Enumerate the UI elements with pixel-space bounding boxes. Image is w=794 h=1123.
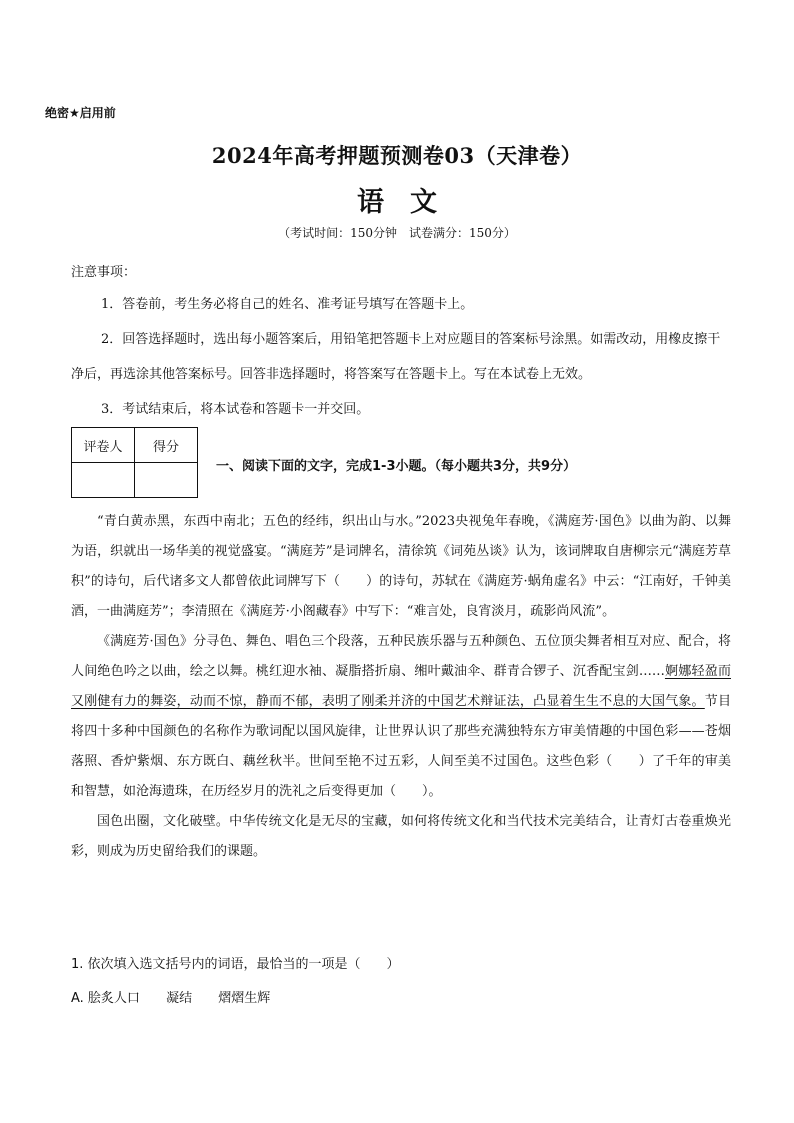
option-a-word: 凝结 — [166, 991, 193, 1006]
passage-paragraph — [71, 627, 731, 807]
note-item — [71, 322, 731, 392]
passage-text: 节目将四十多种中国颜色的名称作为歌词配以国风旋律，让世界认识了那些充满独特东方审美情趣的中国色彩——苍烟落照、香炉紫烟、东方既白、藕丝秋半。世间至艳不过五彩，人间至美不过国色。这些色彩（ ）了千年的审美和智慧，如沧海遗珠，在历经岁月的洗礼之后变得更加（ ）。 — [71, 694, 731, 799]
notes-heading: 注意事项： — [71, 265, 137, 280]
subject-title: 语文 — [357, 187, 463, 218]
score-cell — [135, 463, 198, 498]
note-item-text: 3．考试结束后，将本试卷和答题卡一并交回。 — [101, 402, 370, 417]
underlined-sentence: 婀娜轻盈而又刚健有力的舞姿，动而不惊，静而不郁，表明了刚柔并济的中国艺术辩证法，凸显着生生不息的大国气象。 — [71, 664, 731, 709]
question-stem: 1. 依次填入选文括号内的词语，最恰当的一项是（ ） — [71, 957, 400, 972]
exam-info: （考试时间：150分钟 试卷满分：150分） — [278, 226, 516, 240]
note-item — [71, 392, 731, 427]
score-table — [71, 427, 198, 498]
secret-label: 绝密★启用前 — [45, 106, 116, 120]
passage-paragraph: 国色出圈，文化破壁。中华传统文化是无尽的宝藏，如何将传统文化和当代技术完美结合，让青灯古卷重焕光彩，则成为历史留给我们的课题。 — [71, 814, 731, 859]
passage-text: 《满庭芳·国色》分寻色、舞色、唱色三个段落，五种民族乐器与五种颜色、五位顶尖舞者相互对应、配合，将人间绝色吟之以曲，绘之以舞。桃红迎水袖、凝脂搭折扇、缃叶戴油伞、群青合锣子、沉香配宝剑…… — [71, 634, 731, 679]
exam-title: 2024年高考押题预测卷03（天津卷） — [211, 143, 583, 168]
reading-passage — [71, 507, 731, 867]
section-title: 一、阅读下面的文字，完成1-3小题。（每小题共3分，共9分） — [216, 459, 577, 474]
grader-header: 评卷人 — [72, 428, 135, 463]
note-item — [71, 287, 731, 322]
note-item-text: 2．回答选择题时，选出每小题答案后，用铅笔把答题卡上对应题目的答案标号涂黑。如需改动，用橡皮擦干净后，再选涂其他答案标号。回答非选择题时，将答案写在答题卡上。写在本试卷上无效。 — [71, 332, 721, 382]
option-a-word: 熠熠生辉 — [218, 991, 271, 1006]
passage-paragraph: “青白黄赤黑，东西中南北；五色的经纬，织出山与水。”2023央视兔年春晚，《满庭芳·国色》以曲为韵、以舞为语，织就出一场华美的视觉盛宴。“满庭芳”是词牌名，清徐筑《词苑丛谈》认为，该词牌取自唐柳宗元“满庭芳草积”的诗句，后代诸多文人都曾依此词牌写下（ ）的诗句，苏轼在《满庭芳·蜗角虚名》中云：“江南好，千钟美酒，一曲满庭芳”；李清照在《满庭芳·小阁藏春》中写下：“难言处，良宵淡月，疏影尚风流”。 — [71, 514, 731, 619]
option-a-word: A. 脍炙人口 — [71, 991, 140, 1006]
grader-cell — [72, 463, 135, 498]
score-header: 得分 — [135, 428, 198, 463]
note-item-text: 1．答卷前，考生务必将自己的姓名、准考证号填写在答题卡上。 — [101, 297, 474, 312]
option-a[interactable] — [71, 987, 292, 1006]
